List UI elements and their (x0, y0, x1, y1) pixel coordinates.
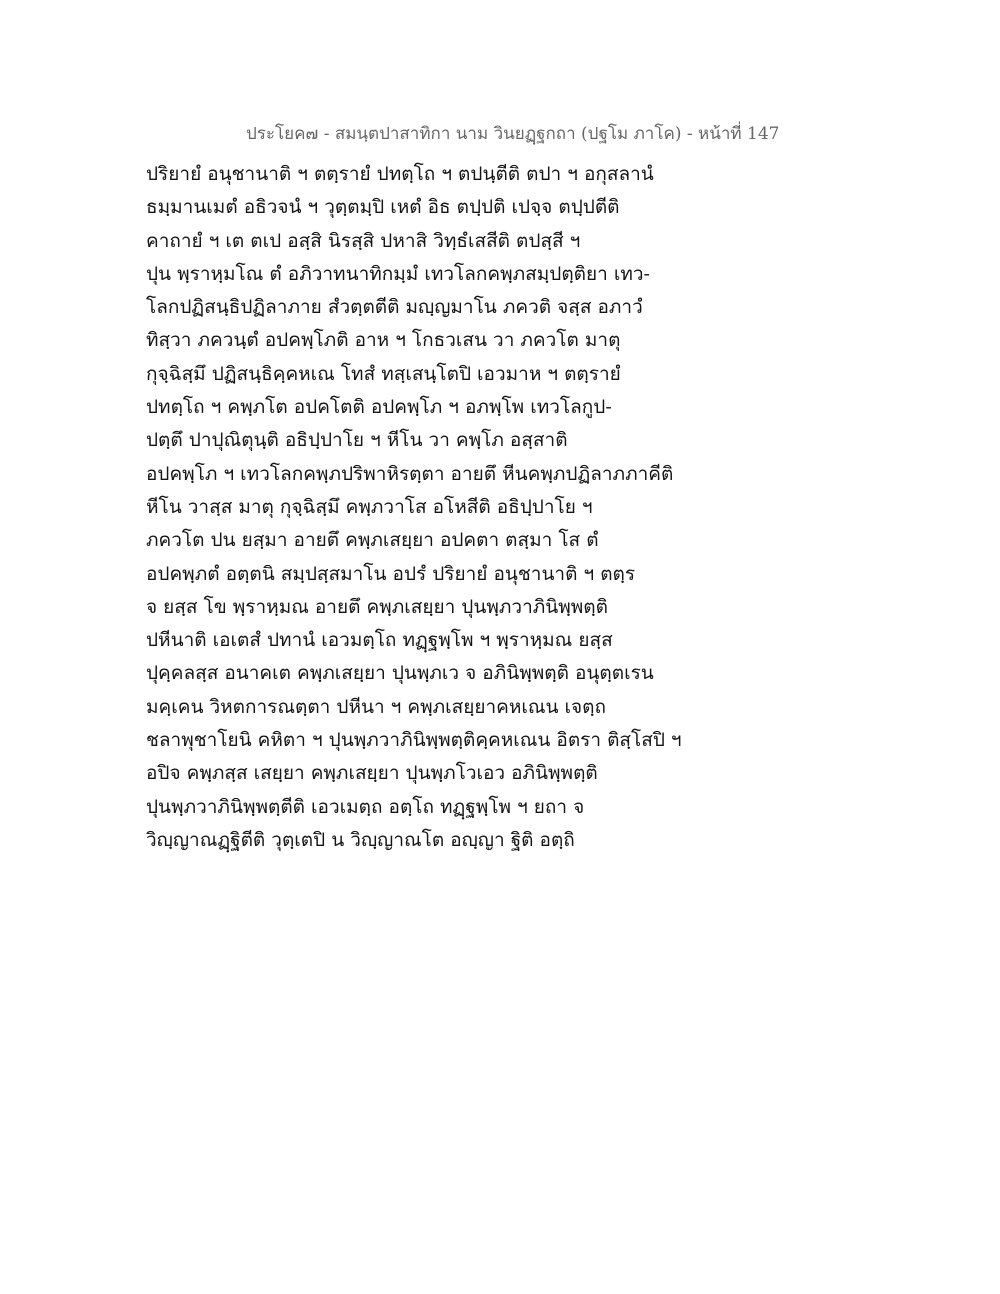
text-line: วิญฺญาณฏฺฐิตีติ วุตฺเตปิ น วิญฺญาณโต อญฺญา ฐิติ อตฺถิ (146, 828, 575, 851)
text-line: โลกปฏิสนฺธิปฏิลาภาย สํวตฺตตีติ มญฺญมาโน ภควติ จสฺส อภาวํ (146, 296, 643, 319)
text-line: ชลาพุชาโยนิ คหิตา ฯ ปุนพฺภวาภินิพฺพตฺติคฺคหเณน อิตรา ติสฺโสปิ ฯ (146, 729, 682, 752)
text-line: ปหีนาติ เอเตสํ ปทานํ เอวมตฺโถ ทฏฺฐพฺโพ ฯ พฺราหฺมณ ยสฺส (146, 629, 613, 652)
text-line: ปุน พฺราหฺมโณ ตํ อภิวาทนาทิกมฺมํ เทวโลกคพฺภสมฺปตฺติยา เทว- (146, 262, 650, 285)
text-line: ธมฺมานเมตํ อธิวจนํ ฯ วุตฺตมฺปิ เหตํ อิธ ตปฺปติ เปจฺจ ตปฺปตีติ (146, 196, 620, 219)
text-line: หีโน วาสฺส มาตุ กุจฺฉิสฺมึ คพฺภวาโส อโหสีติ อธิปฺปาโย ฯ (146, 495, 593, 518)
text-line: อปิจ คพฺภสฺส เสยฺยา คพฺภเสยฺยา ปุนพฺภโวเอว อภินิพฺพตฺติ (146, 762, 598, 785)
text-line: ปุคฺคลสฺส อนาคเต คพฺภเสยฺยา ปุนพฺภเว จ อภินิพฺพตฺติ อนุตฺตเรน (146, 662, 654, 685)
text-line: กุจฺฉิสฺมึ ปฏิสนฺธิคฺคหเณ โทสํ ทสฺเสนฺโตปิ เอวมาห ฯ ตตฺรายํ (146, 362, 621, 385)
running-header: ประโยค๗ - สมนฺตปาสาทิกา นาม วินยฏฺฐกถา (ปฐโม ภาโค) - หน้าที่ 147 (246, 124, 780, 144)
text-line: มคฺเคน วิหตการณตฺตา ปหีนา ฯ คพฺภเสยฺยาคหเณน เจตฺถ (146, 695, 607, 718)
text-line: อปคพฺภตํ อตฺตนิ สมฺปสฺสมาโน อปรํ ปริยายํ อนุชานาติ ฯ ตตฺร (146, 562, 636, 585)
text-line: คาถายํ ฯ เต ตเป อสฺสิ นิรสฺสิ ปหาสิ วิทฺธํเสสีติ ตปสฺสี ฯ (146, 229, 581, 252)
text-line: ปริยายํ อนุชานาติ ฯ ตตฺรายํ ปทตฺโถ ฯ ตปนฺตีติ ตปา ฯ อกุสลานํ (146, 163, 654, 185)
text-line: ปทตฺโถ ฯ คพฺภโต อปคโตติ อปคพฺโภ ฯ อภพฺโพ เทวโลกูป- (146, 396, 612, 419)
body-text (146, 158, 766, 857)
text-line: จ ยสฺส โข พฺราหฺมณ อายตึ คพฺภเสยฺยา ปุนพฺภวาภินิพฺพตฺติ (146, 595, 608, 618)
text-line: ปุนพฺภวาภินิพฺพตฺตีติ เอวเมตฺถ อตฺโถ ทฏฺฐพฺโพ ฯ ยถา จ (146, 795, 585, 818)
text-line: ภควโต ปน ยสฺมา อายตึ คพฺภเสยฺยา อปคตา ตสฺมา โส ตํ (146, 529, 599, 552)
text-line: ทิสฺวา ภควนฺตํ อปคพฺโภติ อาห ฯ โกธวเสน วา ภควโต มาตุ (146, 329, 621, 352)
text-line: ปตฺตึ ปาปุณิตุนฺติ อธิปฺปาโย ฯ หีโน วา คพฺโภ อสฺสาติ (146, 429, 568, 452)
text-line: อปคพฺโภ ฯ เทวโลกคพฺภปริพาหิรตฺตา อายตึ หีนคพฺภปฏิลาภภาคีติ (146, 462, 674, 485)
